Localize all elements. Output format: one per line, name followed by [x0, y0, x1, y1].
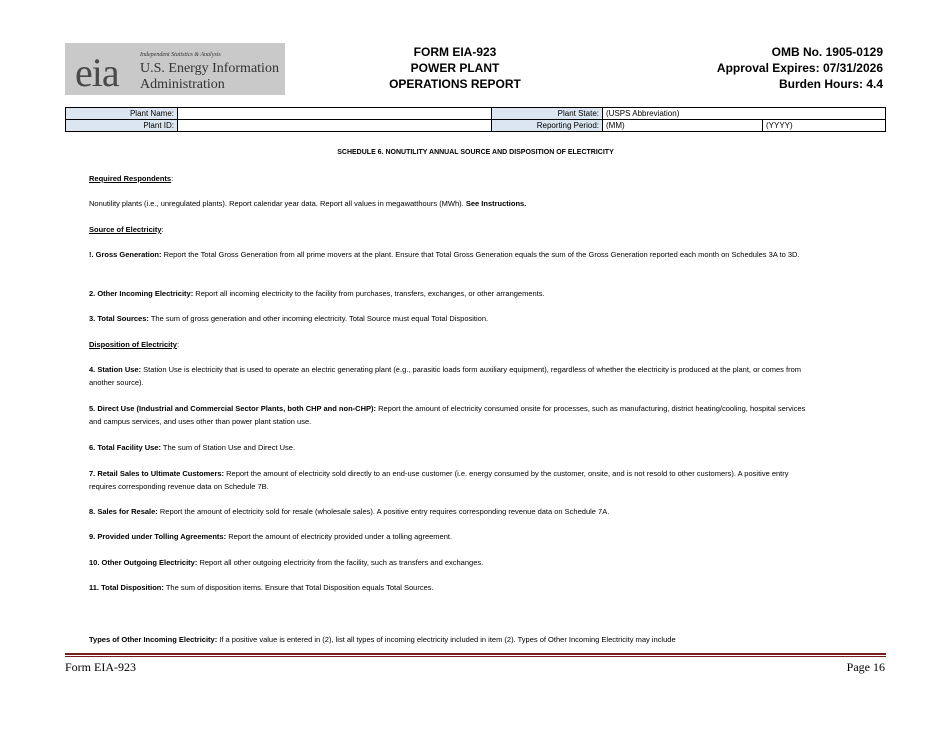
- logo-line2: Administration: [140, 77, 225, 92]
- footer-rule-thin: [65, 656, 886, 657]
- item-8: [89, 505, 809, 518]
- item-1-text: Report the Total Gross Generation from all prime movers at the plant. Ensure that Total Gross Generation equals the sum of the Gross Generation reported each month on Schedules 3A to 3D.: [161, 250, 800, 259]
- item-10-label: 10. Other Outgoing Electricity:: [89, 558, 198, 567]
- disposition-heading-para: Disposition of Electricity:: [89, 340, 180, 349]
- logo-eia-text: eia: [75, 50, 119, 95]
- source-heading: Source of Electricity: [89, 225, 162, 234]
- month-field[interactable]: (MM): [603, 120, 763, 132]
- plant-id-label: Plant ID:: [66, 120, 178, 132]
- item-2: [89, 287, 809, 300]
- item-11: [89, 581, 809, 594]
- footer-rule-thick: [65, 653, 886, 655]
- plant-id-field[interactable]: [178, 120, 492, 132]
- required-text-para: [89, 197, 809, 210]
- item-8-text: Report the amount of electricity sold for resale (wholesale sales). A positive entry requires corresponding revenue data on Schedule 7A.: [157, 507, 610, 516]
- item-3: [89, 312, 809, 325]
- item-5: [89, 402, 809, 428]
- form-title-2: POWER PLANT: [410, 61, 500, 75]
- item-6: [89, 441, 809, 454]
- omb-number: OMB No. 1905-0129: [771, 45, 883, 59]
- item-10-text: Report all other outgoing electricity from the facility, such as transfers and exchanges.: [197, 558, 484, 567]
- schedule-title: SCHEDULE 6. NONUTILITY ANNUAL SOURCE AND DISPOSITION OF ELECTRICITY: [337, 149, 614, 156]
- plant-name-field[interactable]: [178, 108, 492, 120]
- disposition-heading: Disposition of Electricity: [89, 340, 177, 349]
- item-4-label: 4. Station Use:: [89, 365, 142, 374]
- footer-page-number: Page 16: [846, 660, 885, 674]
- item-5-label: 5. Direct Use (Industrial and Commercial Sector Plants, both CHP and non-CHP):: [89, 404, 376, 413]
- item-6-text: The sum of Station Use and Direct Use.: [160, 443, 296, 452]
- required-heading: Required Respondents: [89, 174, 172, 183]
- required-heading-para: Required Respondents:: [89, 174, 174, 183]
- plant-state-label: Plant State:: [492, 108, 603, 120]
- item-1-label: !. Gross Generation:: [89, 250, 162, 259]
- item-1: [89, 248, 809, 261]
- plant-state-field[interactable]: (USPS Abbreviation): [603, 108, 886, 120]
- logo-tagline: Independent Statistics & Analysis: [140, 52, 221, 58]
- item-7-text: Report the amount of electricity sold directly to an end-use customer (i.e. energy consumed by the customer, onsite, and is not resold to other customers). A positive entry requires corresponding revenue data on Schedule 7B.: [89, 469, 789, 491]
- see-instructions: See Instructions.: [465, 199, 527, 208]
- year-field[interactable]: (YYYY): [763, 120, 886, 132]
- item-5-text: Report the amount of electricity consumed onsite for processes, such as manufacturing, district heating/cooling, hospital services and campus services, and uses other than power plant station use.: [89, 404, 806, 426]
- item-9-text: Report the amount of electricity provided under a tolling agreement.: [226, 532, 453, 541]
- eia-logo: [65, 43, 285, 95]
- item-11-label: 11. Total Disposition:: [89, 583, 164, 592]
- item-3-label: 3. Total Sources:: [89, 314, 149, 323]
- item-10: [89, 556, 809, 569]
- types-para: [89, 633, 809, 646]
- item-11-text: The sum of disposition items. Ensure that Total Disposition equals Total Sources.: [163, 583, 434, 592]
- item-6-label: 6. Total Facility Use:: [89, 443, 161, 452]
- item-3-text: The sum of gross generation and other incoming electricity. Total Source must equal Total Disposition.: [148, 314, 489, 323]
- item-8-label: 8. Sales for Resale:: [89, 507, 158, 516]
- form-title-1: FORM EIA-923: [413, 45, 497, 59]
- item-4: [89, 363, 809, 389]
- reporting-period-label: Reporting Period:: [492, 120, 603, 132]
- item-9: [89, 530, 809, 543]
- plant-info-table: [65, 107, 886, 132]
- approval-expiry: Approval Expires: 07/31/2026: [716, 61, 883, 75]
- burden-hours: Burden Hours: 4.4: [778, 77, 883, 91]
- item-7-label: 7. Retail Sales to Ultimate Customers:: [89, 469, 225, 478]
- item-9-label: 9. Provided under Tolling Agreements:: [89, 532, 227, 541]
- plant-name-label: Plant Name:: [66, 108, 178, 120]
- omb-block: [717, 44, 883, 92]
- form-title-3: OPERATIONS REPORT: [389, 77, 521, 91]
- source-heading-para: Source of Electricity:: [89, 225, 164, 234]
- item-2-text: Report all incoming electricity to the facility from purchases, transfers, exchanges, or other arrangements.: [193, 289, 545, 298]
- form-title: [360, 44, 550, 92]
- item-7: [89, 467, 809, 493]
- required-text: Nonutility plants (i.e., unregulated plants). Report calendar year data. Report all values in megawatthours (MWh).: [89, 199, 466, 208]
- logo-line1: U.S. Energy Information: [140, 61, 279, 76]
- types-text: If a positive value is entered in (2), list all types of incoming electricity included in item (2). Types of Other Incoming Electricity may include: [217, 635, 676, 644]
- types-label: Types of Other Incoming Electricity:: [89, 635, 218, 644]
- item-2-label: 2. Other Incoming Electricity:: [89, 289, 194, 298]
- footer-form-name: Form EIA-923: [65, 660, 136, 674]
- item-4-text: Station Use is electricity that is used to operate an electric generating plant (e.g., parasitic loads form auxiliary equipment), regardless of whether the electricity is produced at the plant, or comes from another source).: [89, 365, 801, 387]
